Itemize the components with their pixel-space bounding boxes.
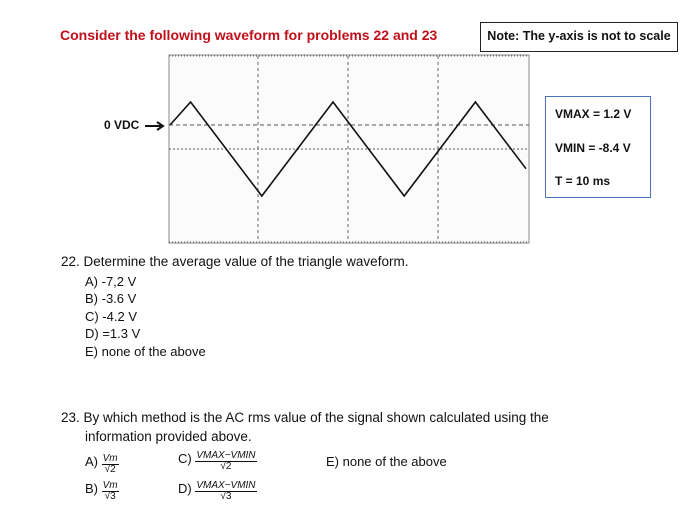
q23-option-b[interactable] (85, 481, 119, 502)
axis-label-text: 0 VDC (104, 118, 140, 132)
question-22: 22. Determine the average value of the triangle waveform. (61, 254, 409, 269)
zero-vdc-axis-label (104, 118, 165, 132)
q23-option-c-label: C) (178, 451, 192, 466)
question-23-line2: information provided above. (85, 429, 252, 444)
q22-option-d[interactable]: D) =1.3 V (85, 326, 141, 342)
question-22-options (85, 273, 206, 360)
arrow-right-icon (145, 121, 165, 131)
vmax-value: VMAX = 1.2 V (555, 107, 632, 121)
vm-over-sqrt2-formula: $\frac{Vm}{√2}$ (102, 453, 118, 475)
q23-option-d-label: D) (178, 481, 192, 496)
q23-option-a[interactable] (85, 454, 119, 475)
waveform-parameters-box (545, 96, 651, 198)
vmin-value: VMIN = -8.4 V (555, 141, 631, 155)
question-23-line1: 23. By which method is the AC rms value of the signal shown calculated using the (61, 410, 549, 425)
q23-option-e[interactable]: E) none of the above (326, 454, 447, 469)
oscilloscope-waveform (168, 54, 530, 244)
q23-option-b-label: B) (85, 481, 98, 496)
vmax-minus-vmin-over-sqrt2-formula: $\frac{\text{VMAX−VMIN}}{√2}$ (196, 450, 256, 472)
q23-option-d[interactable] (178, 481, 257, 502)
scale-note-box: Note: The y-axis is not to scale (480, 22, 678, 52)
q22-option-b[interactable]: B) -3.6 V (85, 291, 137, 307)
q22-option-e[interactable]: E) none of the above (85, 343, 206, 359)
problem-heading: Consider the following waveform for problems 22 and 23 (60, 27, 438, 43)
period-value: T = 10 ms (555, 174, 611, 188)
q23-option-a-label: A) (85, 454, 98, 469)
vmax-minus-vmin-over-sqrt3-formula: $\frac{\text{VMAX−VMIN}}{√3}$ (196, 480, 256, 502)
q23-option-c[interactable] (178, 451, 257, 472)
vm-over-sqrt3-formula: $\frac{Vm}{√3}$ (102, 480, 118, 502)
q22-option-a[interactable]: A) -7,2 V (85, 274, 137, 289)
q22-option-c[interactable]: C) -4.2 V (85, 308, 138, 324)
